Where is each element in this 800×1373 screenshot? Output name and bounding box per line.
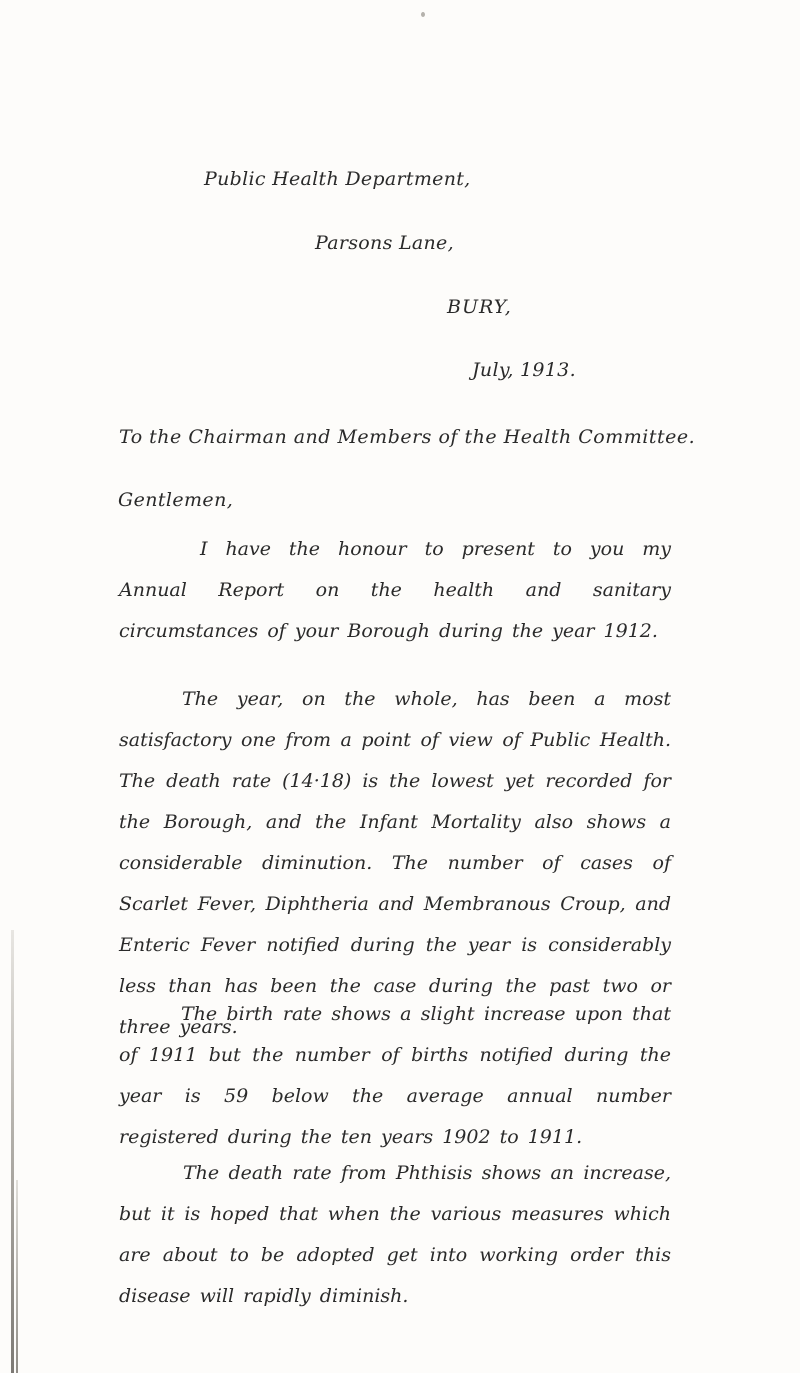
address-date: July, 1913. bbox=[472, 359, 576, 381]
binding-edge-shadow-inner bbox=[16, 1180, 18, 1373]
paragraph-birth-rate: The birth rate shows a slight increase upon that of 1911 but the number of births notified during the year is 59 below the average annual number registered during the ten years 1902 to 1911. bbox=[119, 1003, 671, 1148]
paragraph-phthisis: The death rate from Phthisis shows an increase, but it is hoped that when the various measures which are about to be adopted get into working order this disease will rapidly diminish. bbox=[119, 1162, 671, 1307]
paragraph-summary: The year, on the whole, has been a most satisfactory one from a point of view of Public Health. The death rate (14·18) is the lowest yet recorded for the Borough, and the Infant Mortality also shows a considerable diminution. The number of cases of Scarlet Fever, Diphtheria and Membranous Croup, and Enteric Fever notified during the year is considerably less than has been the case during the past two or three years. bbox=[119, 688, 671, 1038]
paragraph-intro: I have the honour to present to you my Annual Report on the health and sanitary circumstances of your Borough during the year 1912. bbox=[119, 538, 671, 642]
address-street: Parsons Lane, bbox=[315, 232, 454, 254]
address-town: BURY, bbox=[447, 296, 512, 318]
address-department: Public Health Department, bbox=[204, 168, 471, 190]
salutation-greeting: Gentlemen, bbox=[118, 489, 234, 511]
binding-edge-shadow bbox=[11, 930, 14, 1373]
salutation-recipient: To the Chairman and Members of the Health Committee. bbox=[119, 426, 696, 448]
paper-speck bbox=[421, 12, 425, 17]
